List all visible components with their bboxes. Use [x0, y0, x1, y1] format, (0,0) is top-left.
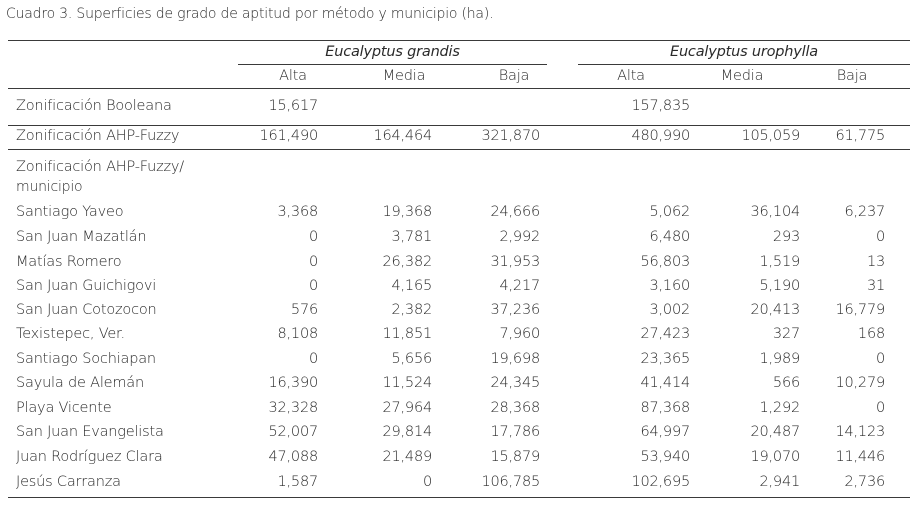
table-cell: 87,368: [640, 400, 690, 416]
column-header: Media: [720, 68, 764, 84]
table-cell: 1,519: [759, 254, 800, 270]
table-cell: 16,390: [268, 375, 318, 391]
table-cell: 19,070: [750, 449, 800, 465]
table-cell: 102,695: [631, 474, 690, 490]
row-label: Texistepec, Ver.: [16, 326, 125, 342]
table-cell: 19,368: [382, 204, 432, 220]
group-rule-right: [578, 64, 910, 65]
group-rule-left: [238, 64, 547, 65]
table-cell: 327: [772, 326, 800, 342]
table-cell: 20,487: [750, 424, 800, 440]
table-cell: 2,941: [759, 474, 800, 490]
table-cell: 480,990: [631, 128, 690, 144]
table-cell: 0: [308, 351, 318, 367]
table-cell: 6,237: [844, 204, 885, 220]
table-cell: 31: [866, 278, 885, 294]
table-cell: 293: [772, 229, 800, 245]
row-label: San Juan Evangelista: [16, 424, 164, 440]
table-cell: 47,088: [268, 449, 318, 465]
table-cell: 0: [422, 474, 432, 490]
table-cell: 41,414: [640, 375, 690, 391]
table-cell: 26,382: [382, 254, 432, 270]
table-bottom-rule: [8, 497, 910, 498]
table-cell: 32,328: [268, 400, 318, 416]
table-cell: 3,781: [391, 229, 432, 245]
table-cell: 15,879: [490, 449, 540, 465]
table-cell: 5,656: [391, 351, 432, 367]
row-label: Zonificación Booleana: [16, 98, 172, 114]
table-cell: 56,803: [640, 254, 690, 270]
row-label: Playa Vicente: [16, 400, 112, 416]
table-cell: 2,382: [391, 302, 432, 318]
row-label: Santiago Yaveo: [16, 204, 124, 220]
column-header: Alta: [279, 68, 307, 84]
row-label: San Juan Guichigovi: [16, 278, 157, 294]
row-label: Zonificación AHP-Fuzzy: [16, 128, 180, 144]
table-cell: 19,698: [490, 351, 540, 367]
table-cell: 36,104: [750, 204, 800, 220]
header-bottom-rule: [8, 88, 910, 89]
table-cell: 164,464: [373, 128, 432, 144]
row-label: Sayula de Alemán: [16, 375, 144, 391]
table-cell: 566: [772, 375, 800, 391]
table-cell: 15,617: [268, 98, 318, 114]
row-rule-ahp: [8, 149, 910, 150]
row-label: Matías Romero: [16, 254, 122, 270]
table-cell: 157,835: [631, 98, 690, 114]
table-cell: 11,446: [835, 449, 885, 465]
table-cell: 6,480: [649, 229, 690, 245]
table-cell: 21,489: [382, 449, 432, 465]
table-cell: 31,953: [490, 254, 540, 270]
table-cell: 11,851: [382, 326, 432, 342]
table-cell: 28,368: [490, 400, 540, 416]
table-cell: 61,775: [835, 128, 885, 144]
table-cell: 4,165: [391, 278, 432, 294]
row-label: Juan Rodríguez Clara: [16, 449, 163, 465]
table-cell: 0: [308, 278, 318, 294]
row-label: Santiago Sochiapan: [16, 351, 156, 367]
table-cell: 17,786: [490, 424, 540, 440]
row-label: San Juan Cotozocon: [16, 302, 157, 318]
table-cell: 168: [857, 326, 885, 342]
row-label: Zonificación AHP-Fuzzy/: [16, 159, 184, 175]
table-cell: 24,666: [490, 204, 540, 220]
table-cell: 8,108: [277, 326, 318, 342]
table-cell: 24,345: [490, 375, 540, 391]
table-cell: 53,940: [640, 449, 690, 465]
table-cell: 0: [875, 351, 885, 367]
table-cell: 0: [308, 229, 318, 245]
row-label: Jesús Carranza: [16, 474, 121, 490]
table-cell: 0: [875, 229, 885, 245]
group-header: Eucalyptus grandis: [325, 44, 460, 60]
table-caption: Cuadro 3. Superficies de grado de aptitud por método y municipio (ha).: [6, 6, 494, 22]
table-cell: 1,587: [277, 474, 318, 490]
group-header: Eucalyptus urophylla: [669, 44, 818, 60]
table-cell: 0: [308, 254, 318, 270]
table-cell: 0: [875, 400, 885, 416]
column-header: Media: [382, 68, 426, 84]
table-cell: 13: [866, 254, 885, 270]
table-cell: 27,964: [382, 400, 432, 416]
table-cell: 105,059: [741, 128, 800, 144]
table-cell: 16,779: [835, 302, 885, 318]
column-header: Baja: [498, 68, 530, 84]
table-cell: 10,279: [835, 375, 885, 391]
table-cell: 29,814: [382, 424, 432, 440]
table-cell: 37,236: [490, 302, 540, 318]
column-header: Alta: [617, 68, 645, 84]
table-cell: 7,960: [499, 326, 540, 342]
table-cell: 2,736: [844, 474, 885, 490]
table-cell: 23,365: [640, 351, 690, 367]
row-label: municipio: [16, 179, 83, 195]
table-cell: 52,007: [268, 424, 318, 440]
table-cell: 4,217: [499, 278, 540, 294]
table-cell: 5,062: [649, 204, 690, 220]
column-header: Baja: [836, 68, 868, 84]
table-top-rule: [8, 40, 910, 41]
table-cell: 20,413: [750, 302, 800, 318]
table-cell: 27,423: [640, 326, 690, 342]
row-label: San Juan Mazatlán: [16, 229, 147, 245]
table-cell: 1,989: [759, 351, 800, 367]
table-cell: 576: [290, 302, 318, 318]
table-cell: 64,997: [640, 424, 690, 440]
table-cell: 2,992: [499, 229, 540, 245]
table-cell: 321,870: [481, 128, 540, 144]
table-cell: 5,190: [759, 278, 800, 294]
table-cell: 1,292: [759, 400, 800, 416]
table-cell: 3,002: [649, 302, 690, 318]
table-cell: 161,490: [259, 128, 318, 144]
table-cell: 3,368: [277, 204, 318, 220]
table-cell: 3,160: [649, 278, 690, 294]
table-cell: 14,123: [835, 424, 885, 440]
table-cell: 11,524: [382, 375, 432, 391]
table-cell: 106,785: [481, 474, 540, 490]
